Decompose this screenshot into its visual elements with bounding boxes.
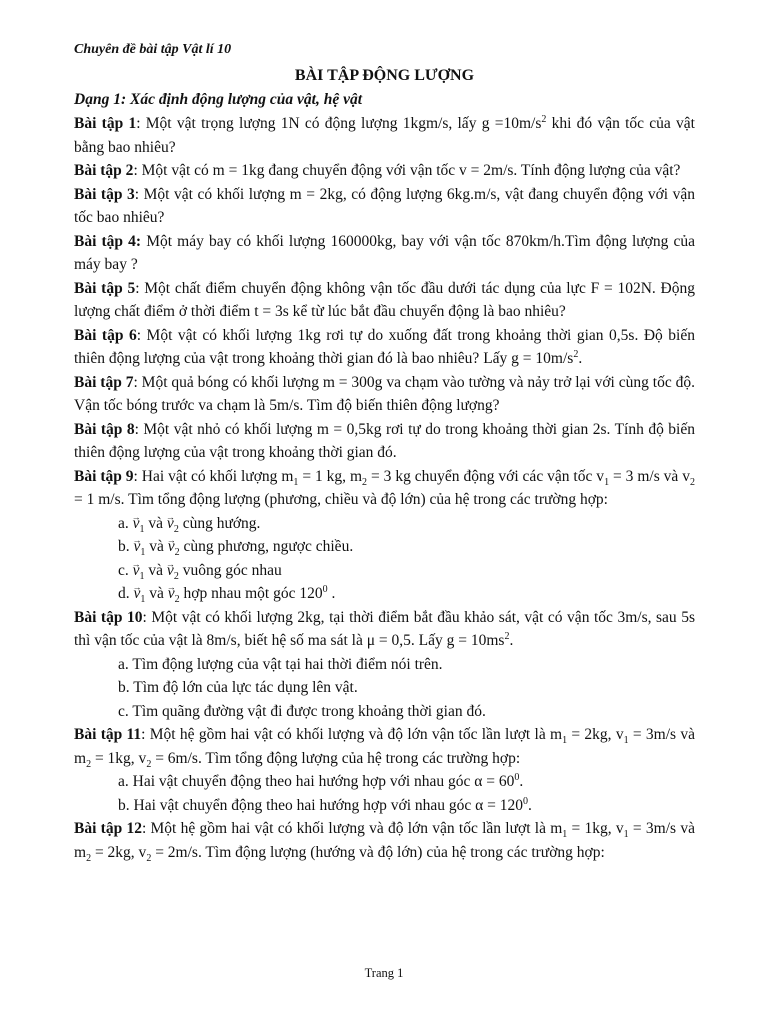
exercise-text: : Một vật trọng lượng 1N có động lượng 1kgm/s, lấy g =10m/s [136, 115, 542, 132]
subscript: 1 [139, 523, 145, 535]
subscript: 1 [623, 735, 629, 747]
option-letter: c. [118, 561, 129, 579]
exercise-text: : Một quả bóng có khối lượng m = 300g va chạm vào tường và nảy trở lại với cùng tốc độ. Vận tốc bóng trước va chạm là 5m/s. Tìm độ biến thiên động lượng? [74, 373, 695, 414]
exercise-8 [74, 418, 695, 465]
exercise-3 [74, 183, 695, 230]
superscript: 2 [541, 113, 547, 125]
exercise-label: Bài tập 11 [74, 726, 142, 743]
superscript: 0 [514, 771, 520, 783]
section-heading: Dạng 1: Xác định động lượng của vật, hệ vật [74, 91, 363, 108]
conjunction: và [144, 561, 167, 579]
subscript: 1 [623, 829, 629, 841]
exercise-label: Bài tập 6 [74, 326, 137, 344]
option-text: a. Hai vật chuyển động theo hai hướng hợp với nhau góc α = 60 [118, 773, 515, 790]
conjunction: và [145, 538, 168, 555]
superscript: 2 [573, 348, 579, 360]
vector-v: → v [134, 538, 141, 555]
exercise-text: . [509, 632, 514, 649]
exercise-12 [74, 817, 695, 864]
exercise-text: . [578, 350, 583, 367]
subscript: 2 [146, 852, 152, 864]
subscript: 1 [562, 735, 568, 747]
exercise-10-option-a: a. Tìm động lượng của vật tại hai thời điểm nói trên. [118, 655, 443, 673]
exercise-label: Bài tập 3 [74, 185, 135, 203]
exercise-label: Bài tập 7 [74, 373, 134, 391]
subscript: 1 [562, 829, 568, 841]
exercise-text: = 1 m/s. Tìm tổng động lượng (phương, chiều và độ lớn) của hệ trong các trường hợp: [74, 491, 608, 508]
exercise-text: = 6m/s. Tìm tổng động lượng của hệ trong các trường hợp: [151, 749, 521, 767]
exercise-text: = 2kg, v [91, 843, 147, 861]
subscript: 2 [362, 476, 368, 488]
exercise-1 [74, 112, 695, 159]
exercise-text: = 3 m/s và v [609, 467, 690, 485]
exercise-text: = 3 kg chuyển động với các vận tốc v [367, 467, 605, 485]
page-number: Trang 1 [364, 966, 404, 980]
subscript: 1 [140, 594, 146, 606]
exercise-text: : Một chất điểm chuyển động không vận tốc đầu dưới tác dụng của lực F = 102N. Động lượng chất điểm ở thời điểm t = 3s kể từ lúc bắt đầu chuyển động là bao nhiêu? [74, 279, 695, 320]
superscript: 2 [504, 630, 510, 642]
option-letter: a. [118, 514, 129, 532]
subscript: 2 [174, 547, 180, 559]
exercise-text: = 1kg, v [567, 820, 624, 837]
running-header: Chuyên đề bài tập Vật lí 10 [74, 42, 232, 57]
exercise-text: : Một hệ gồm hai vật có khối lượng và độ lớn vận tốc lần lượt là m [141, 820, 563, 837]
option-text: hợp nhau một góc 120 [179, 585, 323, 602]
exercise-label: Bài tập 12 [74, 820, 142, 837]
exercise-label: Bài tập 5 [74, 279, 136, 297]
exercise-9-option-d [74, 582, 695, 606]
conjunction: và [145, 585, 168, 602]
conjunction: và [144, 514, 167, 532]
subscript: 1 [140, 547, 146, 559]
exercise-text: : Một vật có khối lượng m = 2kg, có động lượng 6kg.m/s, vật đang chuyển động với vận tốc bao nhiêu? [74, 185, 695, 226]
exercise-label: Bài tập 1 [74, 115, 137, 132]
exercise-text: khi đó vận tốc của vật bằng bao nhiêu? [74, 115, 695, 156]
exercise-text: = 1 kg, m [298, 467, 363, 485]
vector-v: → v [133, 562, 140, 579]
exercise-text: = 1kg, v [91, 749, 147, 767]
option-text: b. Hai vật chuyển động theo hai hướng hợp với nhau góc α = 120 [118, 796, 523, 814]
exercise-11 [74, 723, 695, 770]
subscript: 1 [139, 570, 145, 582]
subscript: 2 [86, 758, 92, 770]
vector-v: → v [168, 585, 175, 602]
subscript: 2 [173, 523, 179, 535]
exercise-text: : Một vật nhỏ có khối lượng m = 0,5kg rơi tự do trong khoảng thời gian 2s. Tính độ biến thiên động lượng của vật trong khoảng thời gian đó. [74, 420, 695, 461]
vector-v: → v [168, 538, 175, 555]
exercise-text: Một máy bay có khối lượng 160000kg, bay với vận tốc 870km/h.Tìm động lượng của máy bay ? [74, 232, 695, 273]
exercise-10 [74, 606, 695, 653]
subscript: 1 [604, 476, 610, 488]
option-text: cùng hướng. [178, 514, 261, 532]
superscript: 0 [523, 795, 528, 807]
exercise-label: Bài tập 10 [74, 608, 143, 626]
superscript: 0 [322, 583, 328, 595]
option-text: vuông góc nhau [178, 561, 282, 579]
option-letter: d. [118, 585, 130, 602]
exercise-11-option-a [74, 770, 695, 794]
exercise-10-option-b: b. Tìm độ lớn của lực tác dụng lên vật. [118, 679, 358, 696]
vector-v: → v [167, 515, 174, 532]
exercise-10-option-c: c. Tìm quãng đường vật đi được trong khoảng thời gian đó. [118, 702, 486, 720]
exercise-5 [74, 277, 695, 324]
exercise-label: Bài tập 2 [74, 162, 134, 179]
exercise-label: Bài tập 8 [74, 420, 135, 438]
subscript: 2 [86, 852, 92, 864]
subscript: 2 [689, 476, 695, 488]
vector-v: → v [133, 515, 140, 532]
option-text: . [528, 796, 532, 814]
option-text: cùng phương, ngược chiều. [179, 538, 354, 555]
exercise-4 [74, 230, 695, 277]
subscript: 2 [146, 758, 152, 770]
vector-v: → v [134, 585, 141, 602]
exercise-text: : Hai vật có khối lượng m [133, 467, 294, 485]
exercise-label: Bài tập 9 [74, 467, 134, 485]
exercise-text: = 3m/s và m [74, 820, 695, 861]
subscript: 1 [293, 476, 299, 488]
exercise-text: : Một vật có m = 1kg đang chuyển động với vận tốc v = 2m/s. Tính động lượng của vật? [133, 162, 681, 179]
vector-v: → v [167, 562, 174, 579]
option-text: . [327, 585, 336, 602]
subscript: 2 [173, 570, 179, 582]
option-letter: b. [118, 538, 130, 555]
exercise-7 [74, 371, 695, 418]
exercise-text: = 3m/s và m [74, 726, 695, 767]
exercise-9 [74, 465, 695, 512]
option-text: . [519, 773, 524, 790]
exercise-text: : Một vật có khối lượng 1kg rơi tự do xuống đất trong khoảng thời gian 0,5s. Độ biến thiên động lượng của vật trong khoảng thời gian đó là bao nhiêu? Lấy g = 10m/s [74, 326, 695, 367]
exercise-6 [74, 324, 695, 371]
page-title: BÀI TẬP ĐỘNG LƯỢNG [294, 67, 475, 84]
exercise-text: = 2kg, v [567, 726, 624, 743]
subscript: 2 [174, 594, 180, 606]
exercise-label: Bài tập 4: [74, 232, 142, 250]
exercise-2 [74, 159, 695, 183]
exercise-text: : Một hệ gồm hai vật có khối lượng và độ lớn vận tốc lần lượt là m [141, 726, 563, 743]
exercise-11-option-b [74, 794, 695, 818]
exercise-text: = 2m/s. Tìm động lượng (hướng và độ lớn) của hệ trong các trường hợp: [151, 843, 605, 861]
exercise-text: : Một vật có khối lượng 2kg, tại thời điểm bắt đầu khảo sát, vật có vận tốc 3m/s, sau 5s thì vận tốc của vật là 8m/s, biết hệ số ma sát là μ = 0,5. Lấy g = 10ms [74, 608, 695, 649]
